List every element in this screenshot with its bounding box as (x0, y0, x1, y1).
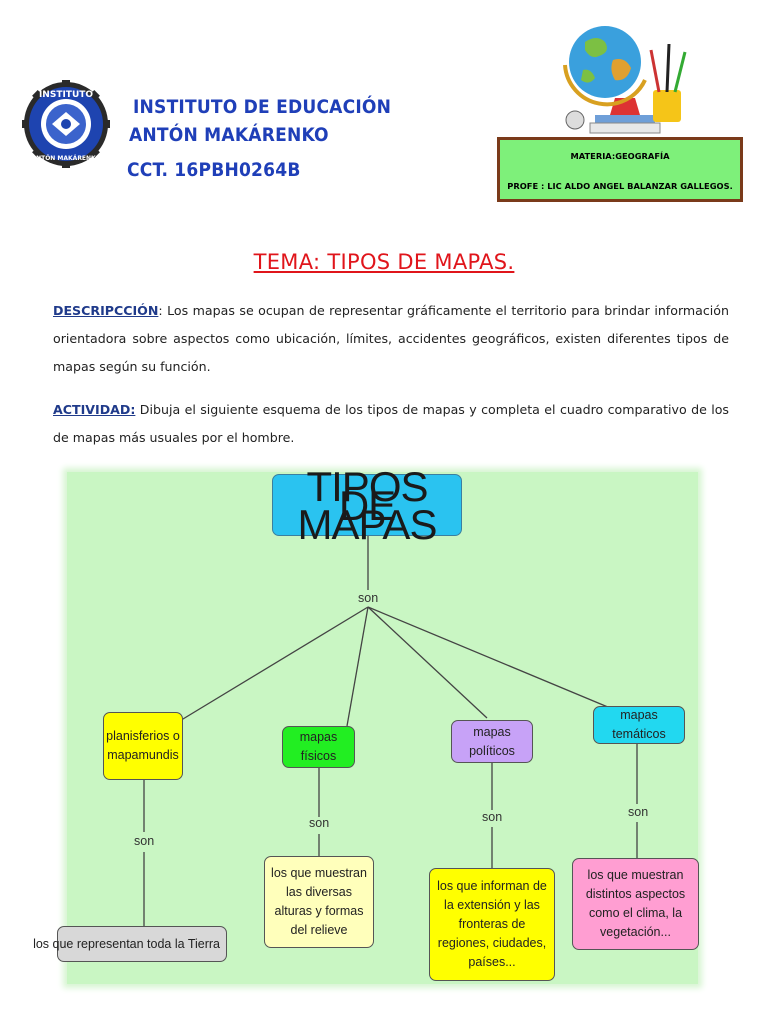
desc-mapas-tematicos: los que muestran distintos aspectos como el clima, la vegetación... (572, 858, 699, 950)
connector-son-1: son (134, 834, 155, 848)
institute-name-line1: INSTITUTO DE EDUCACIÓN (133, 96, 392, 118)
activity-text: Dibuja el siguiente esquema de los tipos de mapas y completa el cuadro comparativo de los de mapas más usuales por el hombre. (53, 402, 729, 445)
teacher-label: PROFE : LIC ALDO ANGEL BALANZAR GALLEGOS. (507, 181, 733, 191)
diagram-title: TIPOS DE MAPAS (272, 474, 462, 536)
activity-label: ACTIVIDAD: (53, 402, 136, 417)
activity-paragraph (53, 396, 729, 452)
connector-son-4: son (628, 805, 649, 819)
description-label: DESCRIPCCIÓN (53, 303, 159, 318)
connector-son-3: son (482, 810, 503, 824)
node-mapas-tematicos: mapas temáticos (593, 706, 685, 744)
node-planisferios: planisferios o mapamundis (103, 712, 183, 780)
logo-text-bottom: ANTÓN MAKÁRENKO (31, 155, 101, 162)
subject-info-box (497, 137, 743, 202)
node-mapas-fisicos: mapas físicos (282, 726, 355, 768)
concept-map (33, 462, 698, 984)
connector-son-2: son (309, 816, 330, 830)
institute-cct: CCT. 16PBH0264B (127, 159, 301, 181)
description-text: : Los mapas se ocupan de representar gráficamente el territorio para brindar información orientadora sobre aspectos como ubicación, límites, accidentes geográficos, existen diferentes tipos de mapas según su función. (53, 303, 729, 374)
topic-title: TEMA: TIPOS DE MAPAS. (253, 250, 515, 274)
desc-mapas-politicos: los que informan de la extensión y las fronteras de regiones, ciudades, países... (429, 868, 555, 981)
logo-text-top: INSTITUTO (38, 90, 94, 100)
desc-planisferios: los que representan toda la Tierra (57, 926, 227, 962)
subject-label: MATERIA:GEOGRAFÍA (570, 151, 670, 161)
connector-son-top: son (358, 591, 379, 605)
globe-illustration (555, 20, 695, 140)
institute-logo (22, 80, 110, 168)
desc-mapas-fisicos: los que muestran las diversas alturas y formas del relieve (264, 856, 374, 948)
node-mapas-politicos: mapas políticos (451, 720, 533, 763)
description-paragraph (53, 297, 729, 381)
institute-name-line2: ANTÓN MAKÁRENKO (129, 124, 329, 146)
